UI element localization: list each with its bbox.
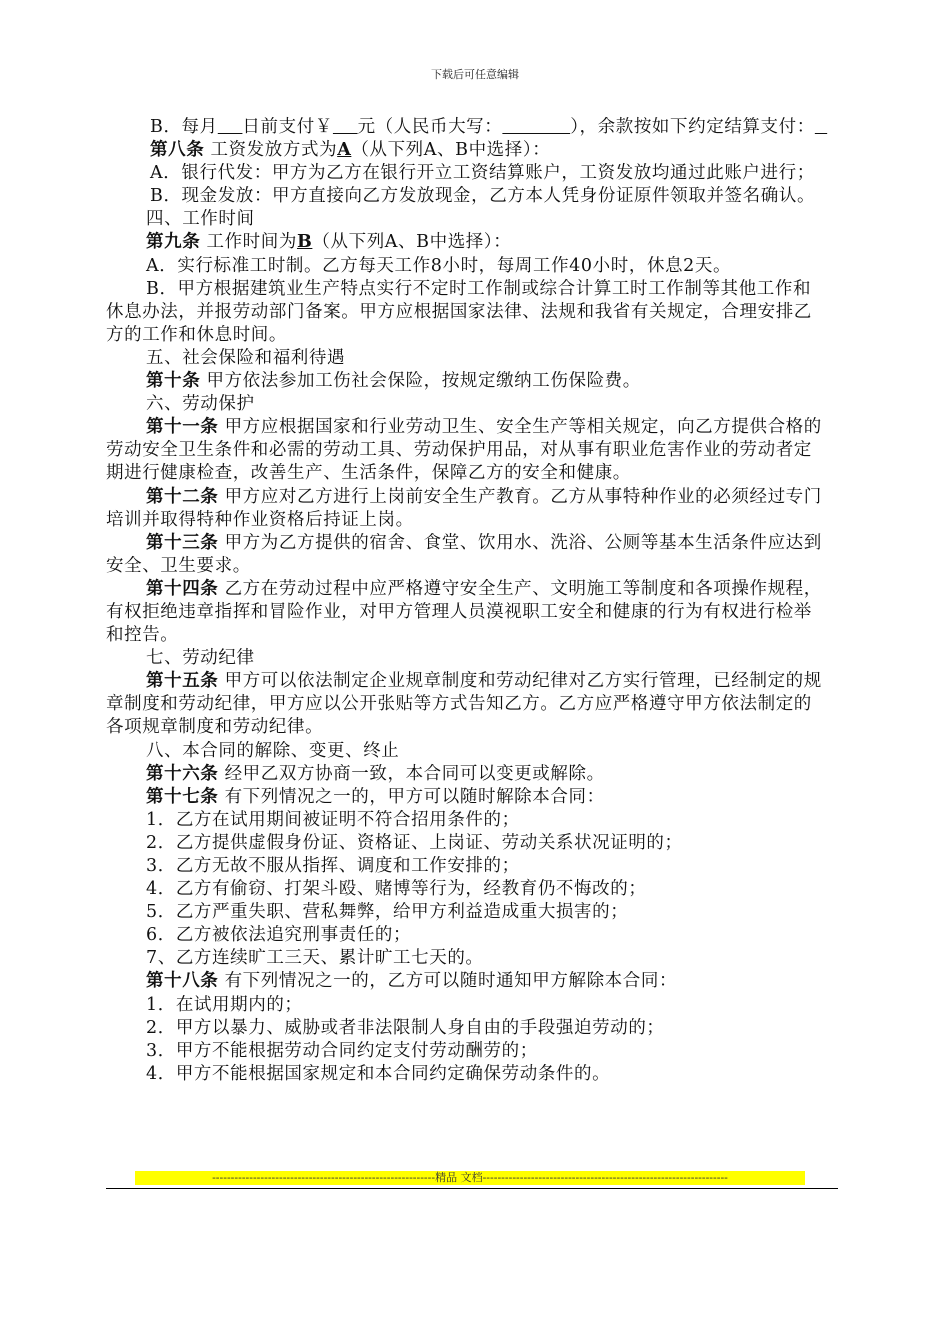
list-item: 4．甲方不能根据国家规定和本合同约定确保劳动条件的。: [146, 1063, 611, 1084]
list-item: 5．乙方严重失职、营私舞弊，给甲方利益造成重大损害的；: [146, 902, 629, 923]
section-4-heading: 四、工作时间: [146, 209, 255, 230]
footer-watermark: ------------------------------------------------------------精品 文档------------------------------------------------------------------: [212, 1171, 728, 1184]
article-9-choice: B: [296, 232, 313, 253]
article-8-label: 第八条: [150, 140, 205, 161]
article-8-option-a: A．银行代发：甲方为乙方在银行开立工资结算账户，工资发放均通过此账户进行；: [150, 163, 815, 184]
list-item: 7、乙方连续旷工三天、累计旷工七天的。: [146, 948, 484, 969]
article-13: 第十三条 甲方为乙方提供的宿舍、食堂、饮用水、洗浴、公厕等基本生活条件应达到安全、卫生要求。: [106, 532, 822, 576]
article-15: 第十五条 甲方可以依法制定企业规章制度和劳动纪律对乙方实行管理，已经制定的规章制度和劳动纪律，甲方应以公开张贴等方式告知乙方。乙方应严格遵守甲方依法制定的各项规章制度和劳动纪律。: [106, 671, 822, 738]
list-item: 2．乙方提供虚假身份证、资格证、上岗证、劳动关系状况证明的；: [146, 832, 683, 853]
list-item: 4．乙方有偷窃、打架斗殴、赌博等行为，经教育仍不悔改的；: [146, 879, 647, 900]
section-6-heading: 六、劳动保护: [146, 394, 255, 415]
article-8-choice: A: [337, 140, 352, 161]
article-18: 第十八条 有下列情况之一的，乙方可以随时通知甲方解除本合同：: [146, 971, 678, 992]
section-7-heading: 七、劳动纪律: [146, 648, 255, 669]
article-12: 第十二条 甲方应对乙方进行上岗前安全生产教育。乙方从事特种作业的必须经过专门培训并取得特种作业资格后持证上岗。: [106, 486, 822, 530]
article-17: 第十七条 有下列情况之一的，甲方可以随时解除本合同：: [146, 786, 605, 807]
article-9: 第九条 工作时间为B（从下列A、B中选择）：: [146, 232, 512, 253]
payment-line-b: B．每月 日前支付￥ 元（人民币大写： ），余款按如下约定结算支付：: [150, 117, 815, 137]
list-item: 3．乙方无故不服从指挥、调度和工作安排的；: [146, 856, 520, 876]
footer-divider: [106, 1188, 838, 1189]
list-item: 1．乙方在试用期间被证明不符合招用条件的；: [146, 809, 520, 830]
article-14: 第十四条 乙方在劳动过程中应严格遵守安全生产、文明施工等制度和各项操作规程，有权拒绝违章指挥和冒险作业，对甲方管理人员漠视职工安全和健康的行为有权进行检举和控告。: [106, 578, 822, 646]
article-8: 第八条 工资发放方式为A（从下列A、B中选择）：: [150, 140, 551, 161]
article-11: 第十一条 甲方应根据国家和行业劳动卫生、安全生产等相关规定，向乙方提供合格的劳动安全卫生条件和必需的劳动工具、劳动保护用品，对从事有职业危害作业的劳动者定期进行健康检查，改善生产、生活条件，保障乙方的安全和健康。: [106, 417, 822, 484]
list-item: 6．乙方被依法追究刑事责任的；: [146, 925, 412, 946]
article-8-option-b: B．现金发放：甲方直接向乙方发放现金，乙方本人凭身份证原件领取并签名确认。: [150, 186, 816, 207]
section-5-heading: 五、社会保险和福利待遇: [146, 347, 346, 368]
list-item: 1．在试用期内的；: [146, 994, 303, 1015]
article-16: 第十六条 经甲乙双方协商一致，本合同可以变更或解除。: [146, 763, 605, 784]
section-8-heading: 八、本合同的解除、变更、终止: [146, 740, 400, 761]
article-9-option-b: B．甲方根据建筑业生产特点实行不定时工作制或综合计算工时工作制等其他工作和休息办法，并报劳动部门备案。甲方应根据国家法律、法规和我省有关规定，合理安排乙方的工作和休息时间。: [106, 278, 812, 345]
article-9-option-a: A．实行标准工时制。乙方每天工作8小时，每周工作40小时，休息2天。: [146, 255, 732, 276]
list-item: 3．甲方不能根据劳动合同约定支付劳动酬劳的；: [146, 1040, 538, 1061]
list-item: 2．甲方以暴力、威胁或者非法限制人身自由的手段强迫劳动的；: [146, 1017, 665, 1038]
article-10: 第十条 甲方依法参加工伤社会保险，按规定缴纳工伤保险费。: [146, 371, 641, 392]
contract-body: [106, 116, 826, 1086]
page-header: 下载后可任意编辑: [431, 68, 519, 81]
